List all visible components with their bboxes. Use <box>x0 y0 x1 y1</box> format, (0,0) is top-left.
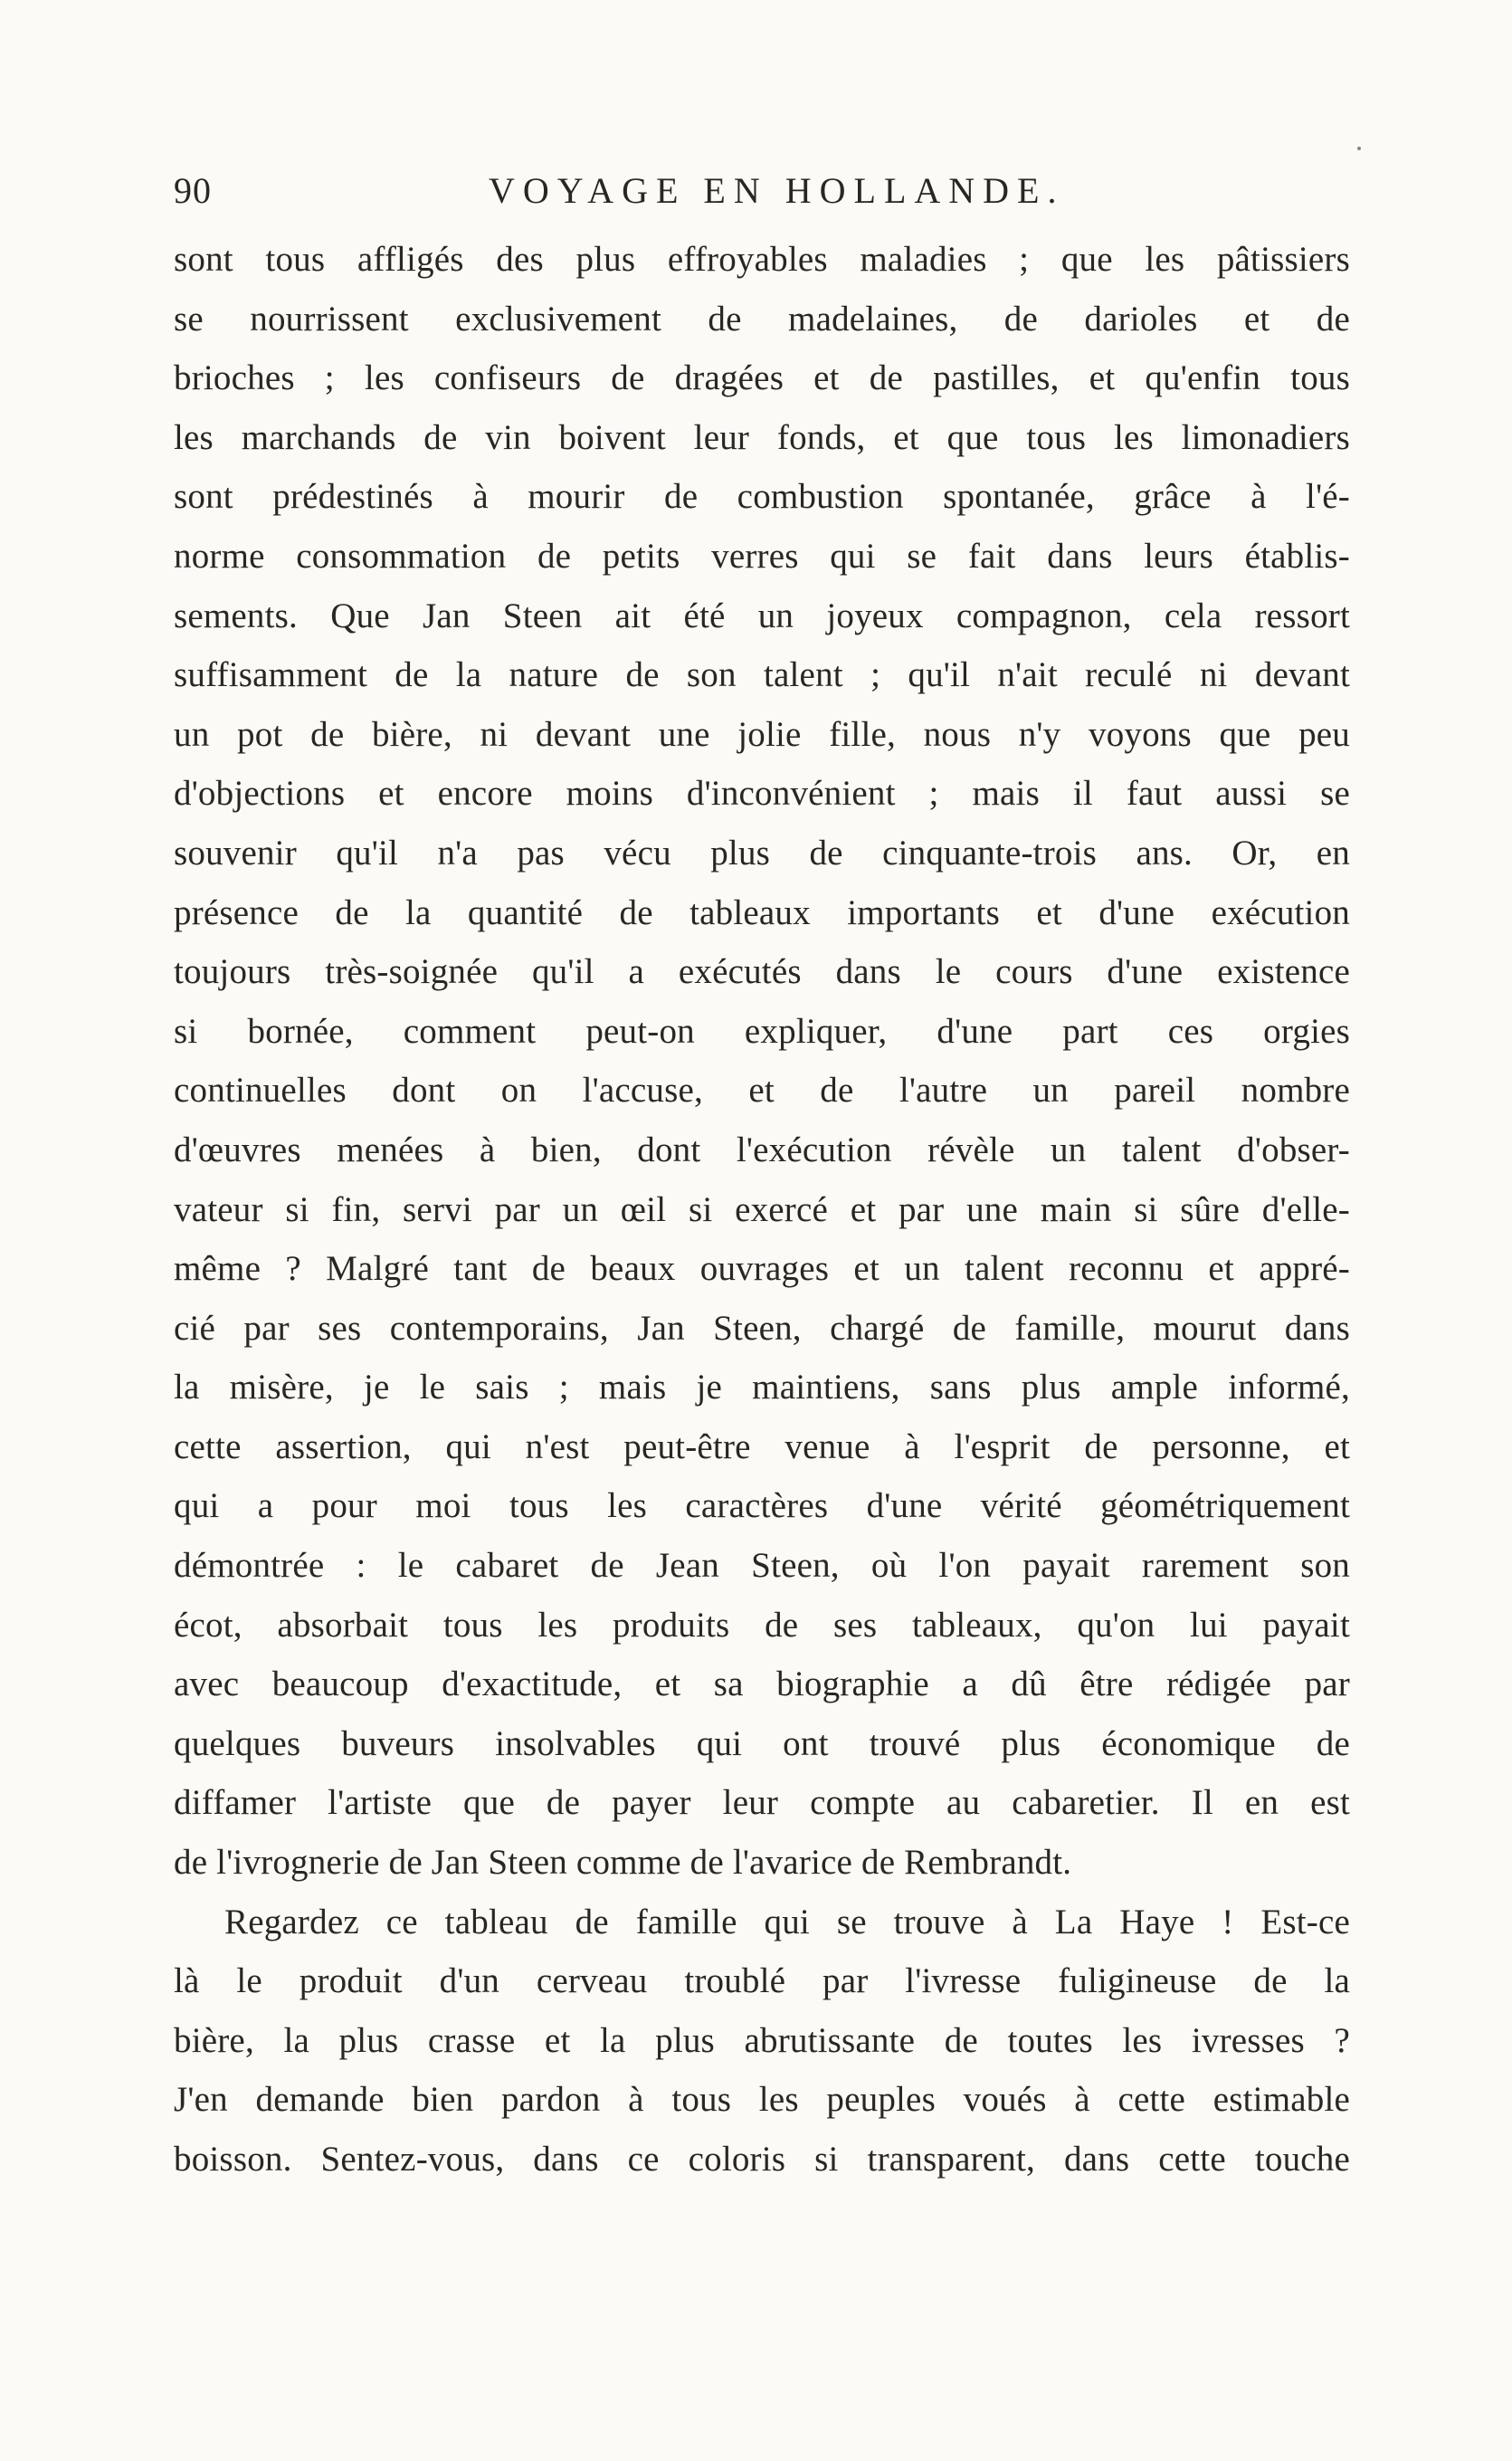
text-line: souvenir qu'il n'a pas vécu plus de cinquante-trois ans. Or, en <box>174 833 1350 873</box>
text-line: boisson. Sentez-vous, dans ce coloris si transparent, dans cette touche <box>174 2140 1350 2179</box>
text-line: J'en demande bien pardon à tous les peuples voués à cette estimable <box>174 2080 1350 2120</box>
text-line: sont tous affligés des plus effroyables maladies ; que les pâtissiers <box>174 240 1350 279</box>
text-line: qui a pour moi tous les caractères d'une vérité géométriquement <box>174 1486 1350 1526</box>
page-header <box>174 159 1350 223</box>
text-line: là le produit d'un cerveau troublé par l'ivresse fuligineuse de la <box>174 1961 1350 2001</box>
text-line: quelques buveurs insolvables qui ont trouvé plus économique de <box>174 1723 1350 1763</box>
text-line: démontrée : le cabaret de Jean Steen, où l'on payait rarement son <box>174 1546 1350 1586</box>
ink-speck <box>1357 147 1361 150</box>
text-line: même ? Malgré tant de beaux ouvrages et un talent reconnu et appré- <box>174 1249 1350 1289</box>
text-line: diffamer l'artiste que de payer leur compte au cabaretier. Il en est <box>174 1783 1350 1823</box>
text-line: écot, absorbait tous les produits de ses tableaux, qu'on lui payait <box>174 1605 1350 1645</box>
text-line: d'objections et encore moins d'inconvénient ; mais il faut aussi se <box>174 774 1350 814</box>
body-text <box>174 230 1350 2189</box>
text-line: continuelles dont on l'accuse, et de l'autre un pareil nombre <box>174 1071 1350 1111</box>
text-line: brioches ; les confiseurs de dragées et de pastilles, et qu'enfin tous <box>174 358 1350 398</box>
text-line: suffisamment de la nature de son talent ; qu'il n'ait reculé ni devant <box>174 655 1350 695</box>
text-line: présence de la quantité de tableaux importants et d'une exécution <box>174 892 1350 932</box>
text-line: la misère, je le sais ; mais je maintiens, sans plus ample informé, <box>174 1368 1350 1407</box>
paragraph-last-line: de l'ivrognerie de Jan Steen comme de l'avarice de Rembrandt. <box>174 1843 1072 1883</box>
text-line: toujours très-soignée qu'il a exécutés dans le cours d'une existence <box>174 952 1350 992</box>
text-line: sont prédestinés à mourir de combustion spontanée, grâce à l'é- <box>174 477 1350 517</box>
running-title: VOYAGE EN HOLLANDE. <box>489 170 1065 211</box>
text-line: un pot de bière, ni devant une jolie fille, nous n'y voyons que peu <box>174 714 1350 754</box>
text-line: bière, la plus crasse et la plus abrutissante de toutes les ivresses ? <box>174 2020 1350 2060</box>
text-line: vateur si fin, servi par un œil si exercé et par une main si sûre d'elle- <box>174 1189 1350 1229</box>
page-number: 90 <box>174 170 212 211</box>
text-line: cette assertion, qui n'est peut-être venue à l'esprit de personne, et <box>174 1426 1350 1466</box>
text-line: se nourrissent exclusivement de madelaines, de darioles et de <box>174 299 1350 339</box>
text-line: avec beaucoup d'exactitude, et sa biographie a dû être rédigée par <box>174 1665 1350 1704</box>
text-line: si bornée, comment peut-on expliquer, d'une part ces orgies <box>174 1011 1350 1051</box>
text-line: norme consommation de petits verres qui se fait dans leurs établis- <box>174 536 1350 576</box>
text-line: les marchands de vin boivent leur fonds, et que tous les limonadiers <box>174 417 1350 457</box>
text-line: d'œuvres menées à bien, dont l'exécution révèle un talent d'obser- <box>174 1130 1350 1169</box>
paragraph-first-line: Regardez ce tableau de famille qui se trouve à La Haye ! Est-ce <box>224 1902 1350 1941</box>
text-line: sements. Que Jan Steen ait été un joyeux compagnon, cela ressort <box>174 596 1350 635</box>
text-line: cié par ses contemporains, Jan Steen, chargé de famille, mourut dans <box>174 1308 1350 1348</box>
